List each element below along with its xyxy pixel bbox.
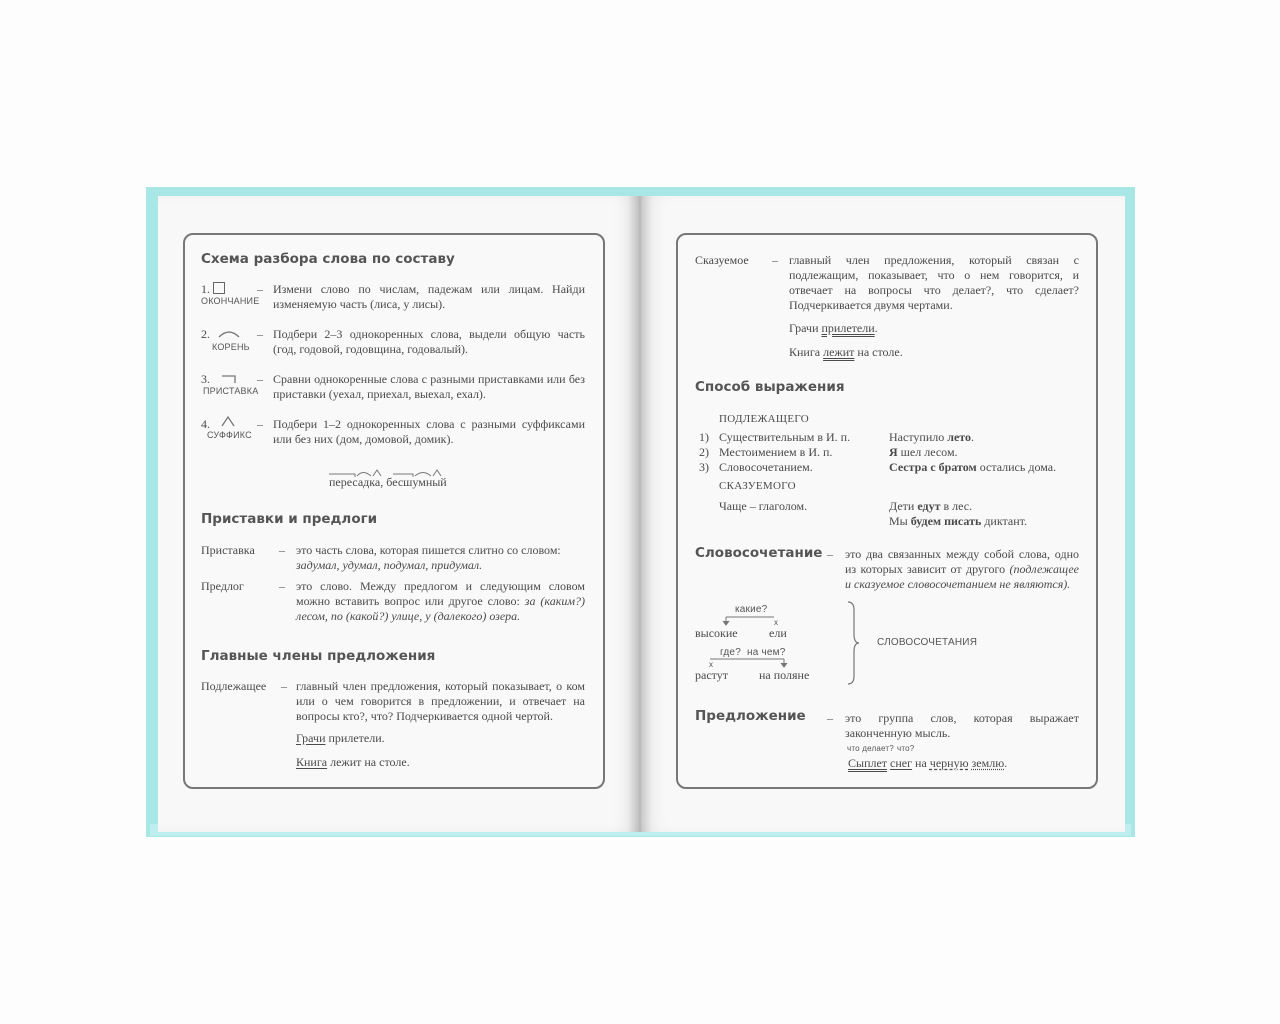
- expr-row-1-example: Наступило лето.: [889, 430, 975, 444]
- section-title-phrase: Словосочетание: [695, 545, 823, 561]
- preposition-examples: за (каким?) лесом, по (какой?) улице, у (далекого) озера.: [296, 594, 585, 623]
- predicate-way-example-1: Дети едут в лес.: [889, 499, 973, 513]
- morpheme-example-words: пересадка, бесшумный: [329, 475, 447, 489]
- phrase-1-word-1: высокие: [695, 626, 738, 640]
- predicate-definition: главный член предложения, который связан с подлежащим, показывает, что о нем говорится, и отвечает на вопросы что делает?, что сделает? Подчеркивается двумя чертами.: [789, 253, 1079, 312]
- preposition-definition: [296, 579, 585, 624]
- book-gutter: [628, 196, 652, 832]
- section-title-expression: Способ выражения: [695, 379, 845, 395]
- item-3-dash: –: [257, 372, 263, 386]
- phrase-1-word-2: ели: [769, 626, 787, 640]
- predicate-dash: –: [772, 253, 778, 267]
- root-mark-icon: [217, 329, 241, 339]
- item-1-label: ОКОНЧАНИЕ: [201, 296, 260, 306]
- sentence-example: Сыплет снег на черную землю.: [848, 756, 1008, 770]
- phrase-definition: это два связанных между собой слова, одно из которых зависит от другого (подлежащее и сказуемое словосочетанием не являются).: [845, 547, 1079, 591]
- predicate-way: Чаще – глаголом.: [719, 499, 808, 513]
- expr-row-1-num: 1): [699, 430, 709, 444]
- item-1-number: 1.: [201, 282, 225, 297]
- item-4-label: СУФФИКС: [207, 430, 252, 440]
- subject-dash: –: [281, 679, 287, 693]
- subject-definition: главный член предложения, который показывает, о ком или о чем говорится в предложении, и отвечает на вопросы кто?, что? Подчеркивается одной чертой.: [296, 679, 585, 723]
- expr-row-1-way: Существительным в И. п.: [719, 430, 851, 444]
- predicate-example-1: Грачи прилетели.: [789, 321, 878, 335]
- predicate-way-example-2: Мы будем писать диктант.: [889, 514, 1028, 528]
- prefix-definition: [296, 543, 585, 573]
- item-2-number: 2.: [201, 327, 210, 341]
- preposition-term: Предлог: [201, 579, 244, 593]
- predicate-term: Сказуемое: [695, 253, 749, 267]
- predicate-heading: СКАЗУЕМОГО: [719, 480, 796, 492]
- phrase-1-arrow: [722, 616, 780, 626]
- phrase-2-question-1: где?: [720, 647, 741, 658]
- prefix-def-text: это часть слова, которая пишется слитно со словом:: [296, 543, 561, 557]
- section-title-main-members: Главные члены предложения: [201, 648, 436, 664]
- item-2-label: КОРЕНЬ: [212, 342, 250, 352]
- phrase-1-question: какие?: [735, 604, 768, 615]
- item-2-dash: –: [257, 327, 263, 341]
- prefix-term: Приставка: [201, 543, 255, 557]
- phrase-dash: –: [827, 547, 833, 561]
- item-1-text: Измени слово по числам, падежам или лицам. Найди изменяемую часть (лиса, у лисы).: [273, 282, 585, 311]
- item-3-text: Сравни однокоренные слова с разными приставками или без приставки (уехал, приехал, выехал, ехал).: [273, 372, 585, 401]
- item-4-dash: –: [257, 417, 263, 431]
- suffix-mark-icon: [220, 415, 236, 427]
- sentence-dash: –: [827, 711, 833, 725]
- expr-row-2-way: Местоимением в И. п.: [719, 445, 833, 459]
- item-2-text: Подбери 2–3 однокоренных слова, выдели общую часть (год, годовой, годовщина, годовалый).: [273, 327, 585, 356]
- prefix-dash: –: [279, 543, 285, 557]
- ending-mark-icon: [213, 282, 225, 294]
- expr-row-3-way: Словосочетанием.: [719, 460, 813, 474]
- section-title-word-analysis: Схема разбора слова по составу: [201, 251, 455, 267]
- expr-row-2-num: 2): [699, 445, 709, 459]
- prefix-mark-icon: [220, 374, 238, 384]
- section-title-sentence: Предложение: [695, 708, 806, 724]
- subject-example-1: Грачи прилетели.: [296, 731, 385, 745]
- prefix-examples: задумал, удумал, подумал, придумал.: [296, 558, 483, 572]
- preposition-def-text: это слово. Между предлогом и следующим словом можно вставить вопрос или другое слово:: [296, 579, 585, 608]
- item-3-number: 3.: [201, 372, 210, 386]
- expr-row-3-example: Сестра с братом остались дома.: [889, 460, 1057, 474]
- phrase-2-question-2: на чем?: [747, 647, 786, 658]
- subject-heading: ПОДЛЕЖАЩЕГО: [719, 413, 809, 425]
- sentence-question-2: что?: [897, 744, 915, 753]
- section-title-prefixes: Приставки и предлоги: [201, 511, 378, 527]
- curly-brace-icon: [845, 600, 861, 686]
- phrase-2-main-mark: x: [709, 660, 714, 669]
- preposition-dash: –: [279, 579, 285, 593]
- phrase-2-word-1: растут: [695, 668, 728, 682]
- subject-example-2: Книга лежит на столе.: [296, 755, 410, 769]
- phrase-2-arrow: [706, 658, 792, 668]
- expr-row-2-example: Я шел лесом.: [889, 445, 958, 459]
- item-4-text: Подбери 1–2 однокоренных слова с разными суффиксами или без них (дом, домовой, домик).: [273, 417, 585, 446]
- phrase-2-word-2: на поляне: [759, 668, 810, 682]
- item-1-dash: –: [257, 282, 263, 296]
- item-3-label: ПРИСТАВКА: [203, 386, 259, 396]
- expr-row-3-num: 3): [699, 460, 709, 474]
- sentence-question-1: что делает?: [847, 744, 894, 753]
- subject-term: Подлежащее: [201, 679, 267, 693]
- sentence-definition: это группа слов, которая выражает законченную мысль.: [845, 711, 1079, 740]
- phrase-1-main-mark: x: [774, 618, 779, 627]
- predicate-example-2: Книга лежит на столе.: [789, 345, 903, 359]
- item-4-number: 4.: [201, 417, 210, 431]
- phrase-brace-label: СЛОВОСОЧЕТАНИЯ: [877, 637, 978, 648]
